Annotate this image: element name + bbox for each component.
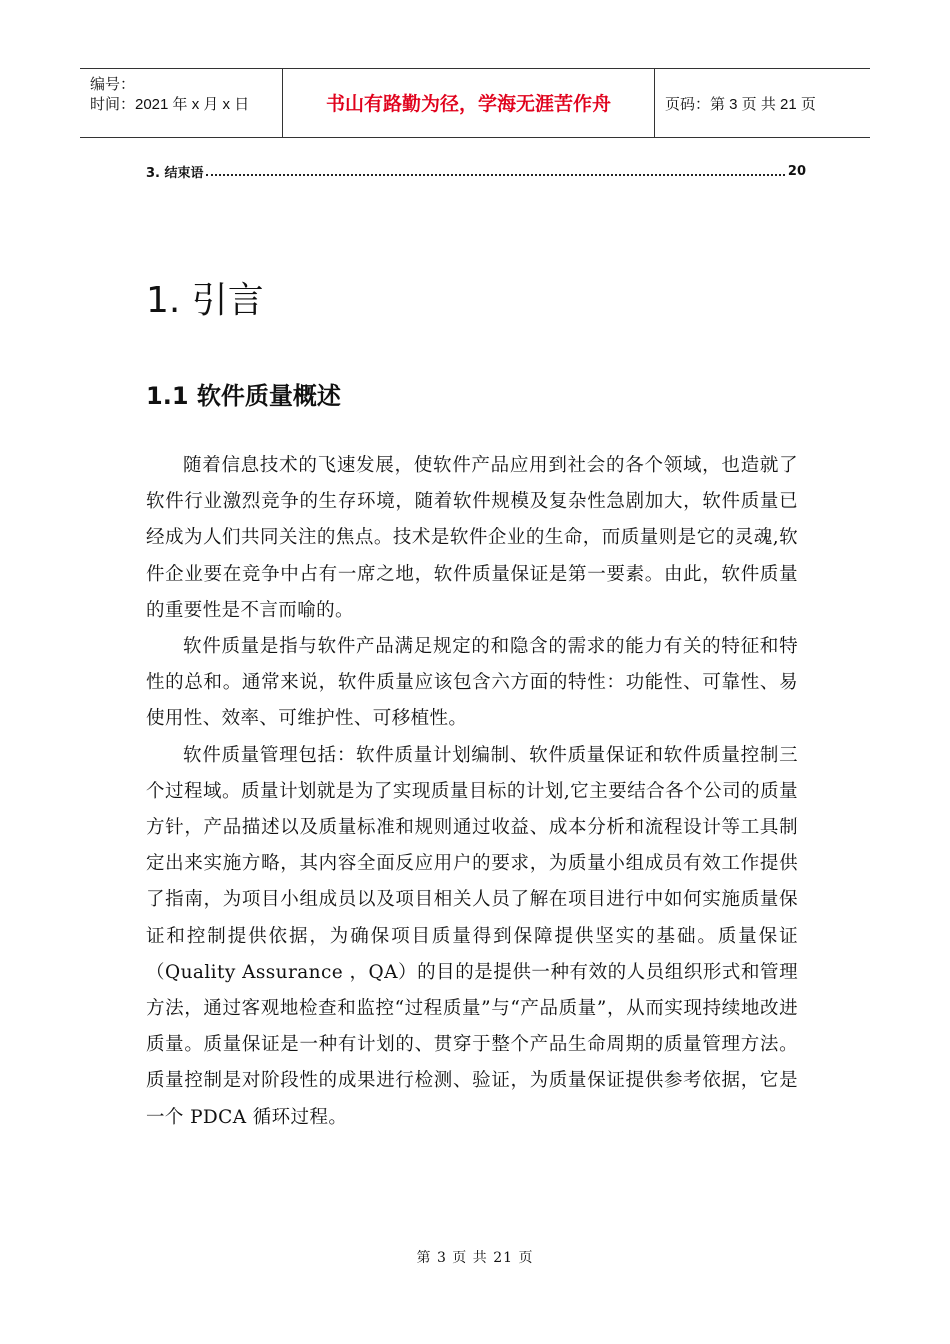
paragraph: 软件质量是指与软件产品满足规定的和隐含的需求的能力有关的特征和特性的总和。通常来说，软件质量应该包含六方面的特性：功能性、可靠性、易使用性、效率、可维护性、可移植性。 bbox=[146, 636, 798, 730]
toc-entry-label: 3. 结束语 bbox=[146, 165, 204, 181]
toc-entry-page: 20 bbox=[787, 163, 806, 179]
page-header bbox=[80, 68, 870, 138]
number-label: 编号： bbox=[90, 76, 136, 93]
header-motto-cell bbox=[283, 69, 655, 137]
date-label: 时间：2021 年 x 月 x 日 bbox=[90, 96, 250, 113]
heading-1: 1. 引言 bbox=[146, 280, 264, 321]
toc-leader-dots bbox=[206, 174, 785, 176]
header-page-cell bbox=[655, 69, 870, 137]
header-meta-cell bbox=[80, 69, 283, 137]
motto: 书山有路勤为径，学海无涯苦作舟 bbox=[325, 93, 611, 115]
paragraph: 随着信息技术的飞速发展，使软件产品应用到社会的各个领域，也造就了软件行业激烈竞争的生存环境，随着软件规模及复杂性急剧加大，软件质量已经成为人们共同关注的焦点。技术是软件企业的生命，而质量则是它的灵魂,软件企业要在竞争中占有一席之地，软件质量保证是第一要素。由此，软件质量的重要性是不言而喻的。 bbox=[146, 455, 798, 621]
page-footer: 第 3 页 共 21 页 bbox=[416, 1250, 534, 1266]
page-info: 页码：第 3 页 共 21 页 bbox=[665, 96, 816, 113]
toc-entry[interactable] bbox=[146, 160, 806, 182]
body-text bbox=[146, 448, 798, 1136]
heading-2: 1.1 软件质量概述 bbox=[146, 382, 341, 410]
paragraph: 软件质量管理包括：软件质量计划编制、软件质量保证和软件质量控制三个过程域。质量计划就是为了实现质量目标的计划,它主要结合各个公司的质量方针，产品描述以及质量标准和规则通过收益、成本分析和流程设计等工具制定出来实施方略，其内容全面反应用户的要求，为质量小组成员有效工作提供了指南，为项目小组成员以及项目相关人员了解在项目进行中如何实施质量保证和控制提供依据，为确保项目质量得到保障提供坚实的基础。质量保证（Quality Assurance ，QA）的目的是提供一种有效的人员组织形式和管理方法，通过客观地检查和监控“过程质量”与“产品质量”，从而实现持续地改进质量。质量保证是一种有计划的、贯穿于整个产品生命周期的质量管理方法。质量控制是对阶段性的成果进行检测、验证，为质量保证提供参考依据，它是一个 PDCA 循环过程。 bbox=[146, 744, 798, 1128]
